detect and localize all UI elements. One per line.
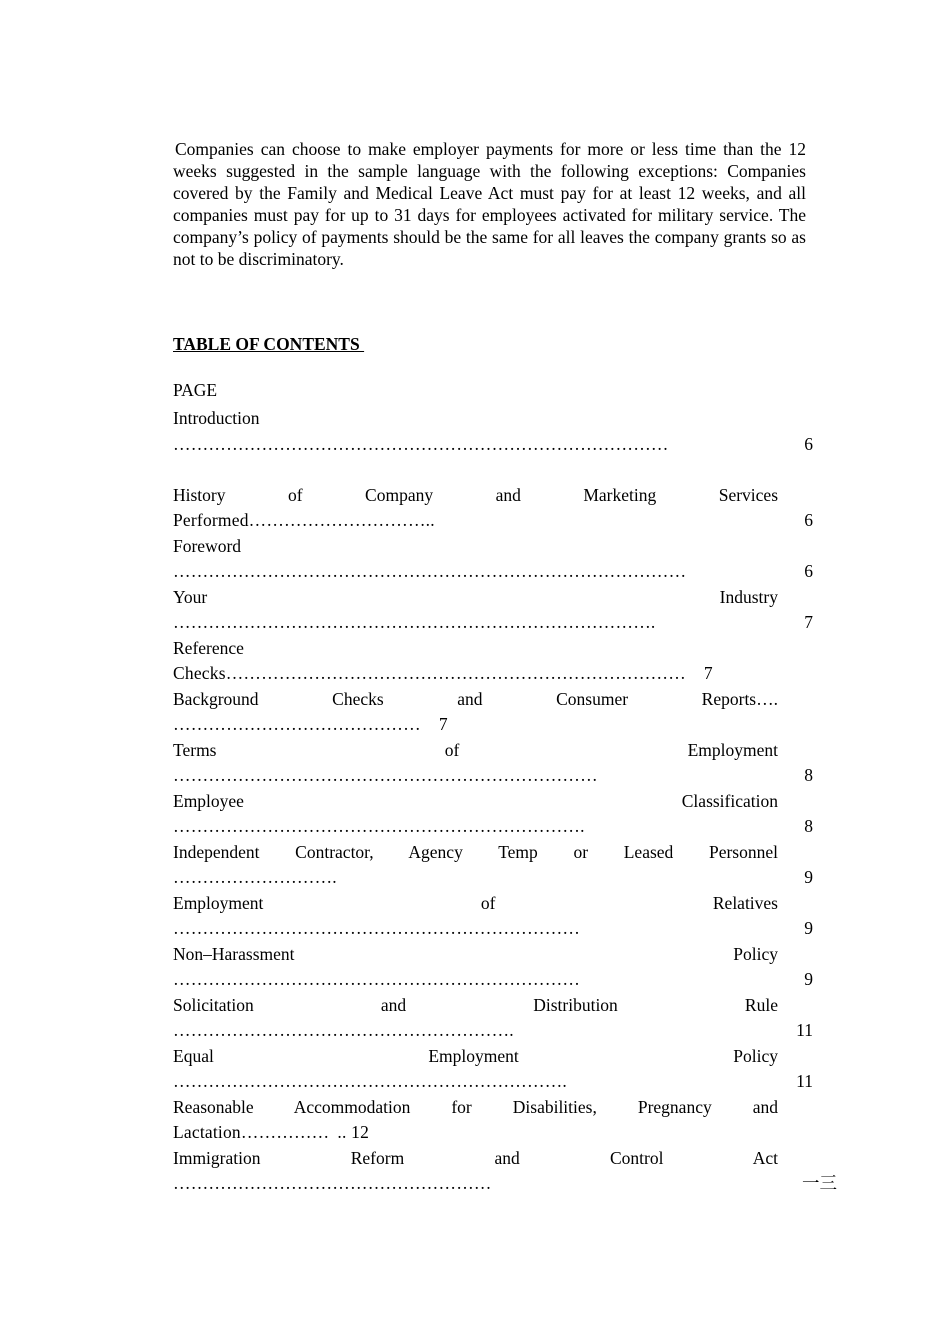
toc-entry-leader: ………………………………………………………………………… xyxy=(173,433,669,454)
toc-entry-leader: Lactation…………… xyxy=(173,1122,330,1142)
toc-entry-page: 7 xyxy=(438,714,448,734)
toc-entry-leader: Checks…………………………………………………………………… xyxy=(173,663,686,683)
toc-entry-page: 9 xyxy=(804,969,813,989)
toc-entry-non-harassment xyxy=(173,942,873,993)
toc-entry-page: 11 xyxy=(796,1071,813,1091)
toc-entry-title: Equal Employment Policy xyxy=(173,1045,778,1066)
toc-entry-leader-line xyxy=(173,661,778,687)
toc-entry-page: 9 xyxy=(804,918,813,938)
toc-entry-title: Introduction xyxy=(173,408,260,428)
toc-entry-leader-line xyxy=(173,712,778,738)
toc-entry-title: Reference xyxy=(173,637,244,658)
toc-entry-introduction xyxy=(173,406,873,457)
toc-entry-page: 8 xyxy=(804,816,813,836)
toc-entry-title: Employment of Relatives xyxy=(173,892,778,913)
toc-entry-leader: ………………………. xyxy=(173,867,337,887)
toc-entry-leader: ……………………………………………………………… xyxy=(173,765,598,785)
toc-entry-leader: …………………………………………………………… xyxy=(173,918,581,938)
toc-entry-page: 9 xyxy=(804,867,813,887)
toc-entry-title: History of Company and Marketing Services xyxy=(173,484,778,505)
toc-entry-independent-contractor xyxy=(173,840,873,891)
toc-entry-reference-checks xyxy=(173,636,873,687)
toc-entry-employment-of-relatives xyxy=(173,891,873,942)
toc-entry-leader: ……………………………………………… xyxy=(173,1173,492,1193)
toc-entry-leader: Performed………………………….. xyxy=(173,510,435,530)
toc-entry-title: Non–Harassment Policy xyxy=(173,943,778,964)
toc-entry-reasonable-accommodation xyxy=(173,1095,873,1146)
toc-entry-equal-employment xyxy=(173,1044,873,1095)
toc-entry-page: .. 12 xyxy=(337,1122,370,1142)
toc-entry-leader: …………………………………………………………………………… xyxy=(173,561,687,581)
toc-entry-leader: ………………………………………………………………………. xyxy=(173,612,656,632)
toc-entry-title: Independent Contractor, Agency Temp or Leased Personnel xyxy=(173,841,778,862)
toc-entry-history xyxy=(173,483,873,534)
toc-entry-page: 7 xyxy=(703,663,713,683)
toc-entry-leader: …………………………………………………………… xyxy=(173,969,581,989)
toc-entry-solicitation xyxy=(173,993,873,1044)
toc-entry-title: Foreword xyxy=(173,535,242,556)
toc-entry-page: 6 xyxy=(804,561,813,581)
toc-entry-title: Your Industry xyxy=(173,586,778,607)
toc-entry-title: Terms of Employment xyxy=(173,739,778,760)
toc-entry-background-checks xyxy=(173,687,873,738)
toc-entry-page: 6 xyxy=(804,433,813,454)
toc-entry-leader: …………………………………… xyxy=(173,714,421,734)
toc-entry-title: Solicitation and Distribution Rule xyxy=(173,994,778,1015)
toc-entry-your-industry xyxy=(173,585,873,636)
toc-entry-foreword xyxy=(173,534,873,585)
toc-entry-title: Reasonable Accommodation for Disabilities, Pregnancy and xyxy=(173,1096,778,1117)
toc-entry-page: 7 xyxy=(804,612,813,632)
toc-entry-immigration-reform xyxy=(173,1146,873,1197)
toc-entry-page: 11 xyxy=(796,1020,813,1040)
toc-page-label: PAGE xyxy=(173,380,218,400)
toc-entry-employee-classification xyxy=(173,789,873,840)
toc-entry-terms-of-employment xyxy=(173,738,873,789)
toc-heading: TABLE OF CONTENTS xyxy=(173,334,365,354)
toc-entry-leader: …………………………………………………………. xyxy=(173,1071,567,1091)
toc-entry-page: 一三 xyxy=(802,1173,837,1193)
toc-entry-leader: …………………………………………………. xyxy=(173,1020,514,1040)
toc-entry-title: Background Checks and Consumer Reports…. xyxy=(173,688,778,709)
toc-entry-leader-line xyxy=(173,1120,778,1146)
toc-entry-page: 8 xyxy=(804,765,813,785)
toc-entry-leader: ……………………………………………………………. xyxy=(173,816,585,836)
table-of-contents xyxy=(173,406,873,1197)
intro-paragraph: Companies can choose to make employer payments for more or less time than the 12 weeks suggested in the sample language with the following exceptions: Companies covered by the Family and Medical Leave Act must pay for at least 12 weeks, and all companies must pay for up to 31 days for employees activated for military service. The company’s policy of payments should be the same for all leaves the company grants so as not to be discriminatory. xyxy=(173,139,806,269)
toc-entry-page: 6 xyxy=(804,510,813,530)
toc-entry-title: Immigration Reform and Control Act xyxy=(173,1147,778,1168)
toc-entry-title: Employee Classification xyxy=(173,790,778,811)
